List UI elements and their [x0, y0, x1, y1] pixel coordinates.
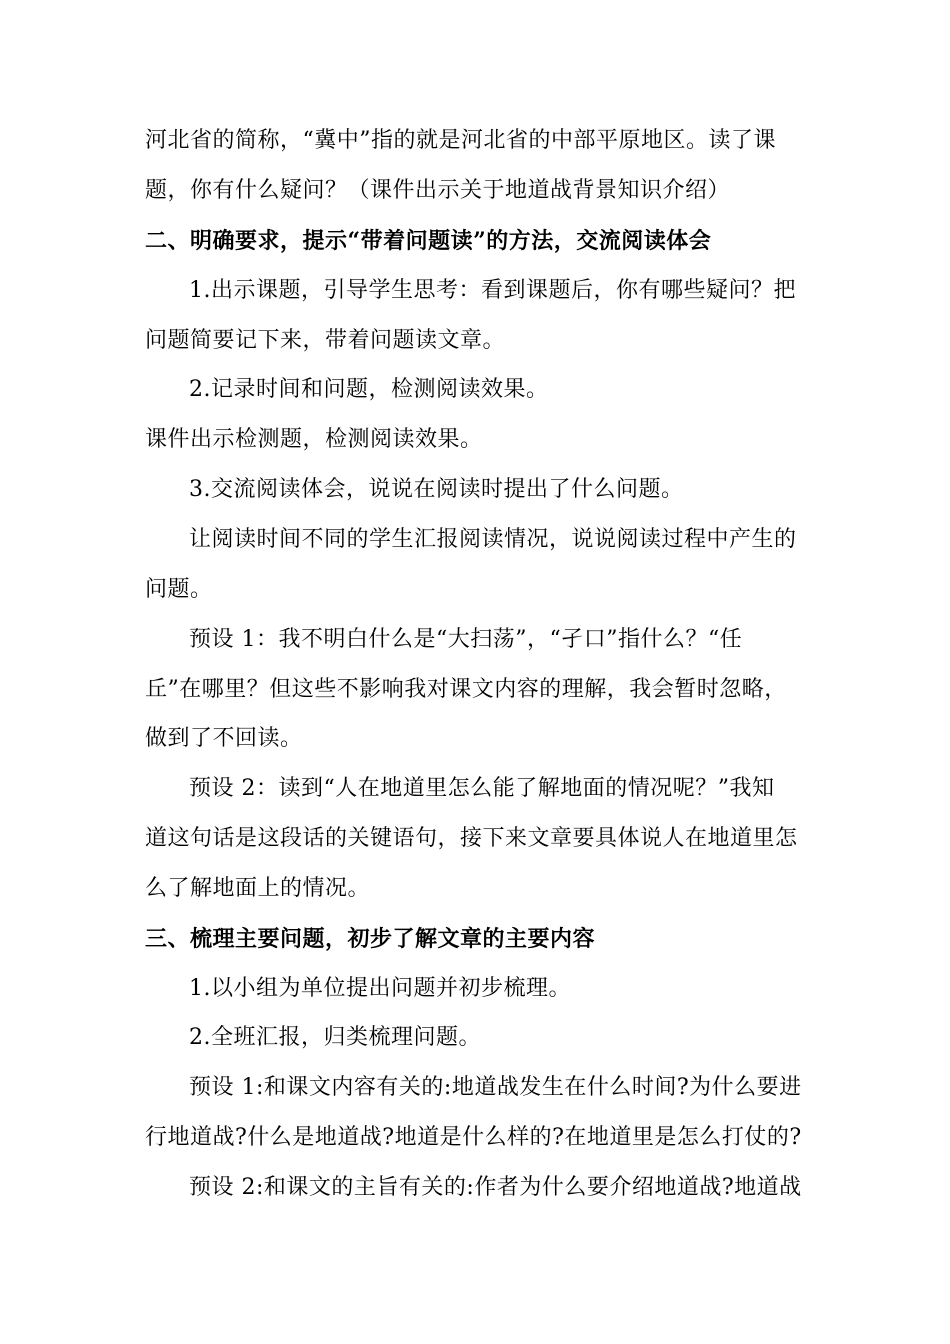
paragraph-line: 让阅读时间不同的学生汇报阅读情况，说说阅读过程中产生的 — [189, 527, 797, 552]
paragraph-line: 2.记录时间和问题，检测阅读效果。 — [189, 377, 549, 402]
paragraph-line: 河北省的简称，“冀中”指的就是河北省的中部平原地区。读了课 — [145, 128, 776, 153]
section-heading: 三、梳理主要问题，初步了解文章的主要内容 — [145, 926, 596, 952]
paragraph-line: 行地道战?什么是地道战?地道是什么样的?在地道里是怎么打仗的? — [145, 1125, 802, 1150]
paragraph-line: 1.以小组为单位提出问题并初步梳理。 — [189, 976, 571, 1001]
paragraph-line: 预设 2:和课文的主旨有关的:作者为什么要介绍地道战?地道战 — [189, 1175, 802, 1200]
paragraph-line: 预设 2：读到“人在地道里怎么能了解地面的情况呢？”我知 — [189, 776, 775, 801]
paragraph-line: 题，你有什么疑问？（课件出示关于地道战背景知识介绍） — [145, 178, 731, 203]
paragraph-line: 问题简要记下来，带着问题读文章。 — [145, 328, 506, 353]
paragraph-line: 2.全班汇报，归类梳理问题。 — [189, 1025, 481, 1050]
paragraph-line: 丘”在哪里？但这些不影响我对课文内容的理解，我会暂时忽略， — [145, 677, 787, 702]
paragraph-line: 做到了不回读。 — [145, 726, 303, 751]
paragraph-line: 3.交流阅读体会，说说在阅读时提出了什么问题。 — [189, 477, 684, 502]
paragraph-line: 1.出示课题，引导学生思考：看到课题后，你有哪些疑问？把 — [189, 278, 796, 303]
paragraph-line: 道这句话是这段话的关键语句，接下来文章要具体说人在地道里怎 — [145, 826, 798, 851]
paragraph-line: 预设 1：我不明白什么是“大扫荡”，“孑口”指什么？“任 — [189, 627, 743, 652]
paragraph-line: 么了解地面上的情况。 — [145, 876, 371, 901]
paragraph-line: 预设 1:和课文内容有关的:地道战发生在什么时间?为什么要进 — [189, 1075, 802, 1100]
section-heading: 二、明确要求，提示“带着问题读”的方法，交流阅读体会 — [145, 228, 712, 254]
paragraph-line: 课件出示检测题，检测阅读效果。 — [145, 427, 483, 452]
paragraph-line: 问题。 — [145, 577, 213, 602]
